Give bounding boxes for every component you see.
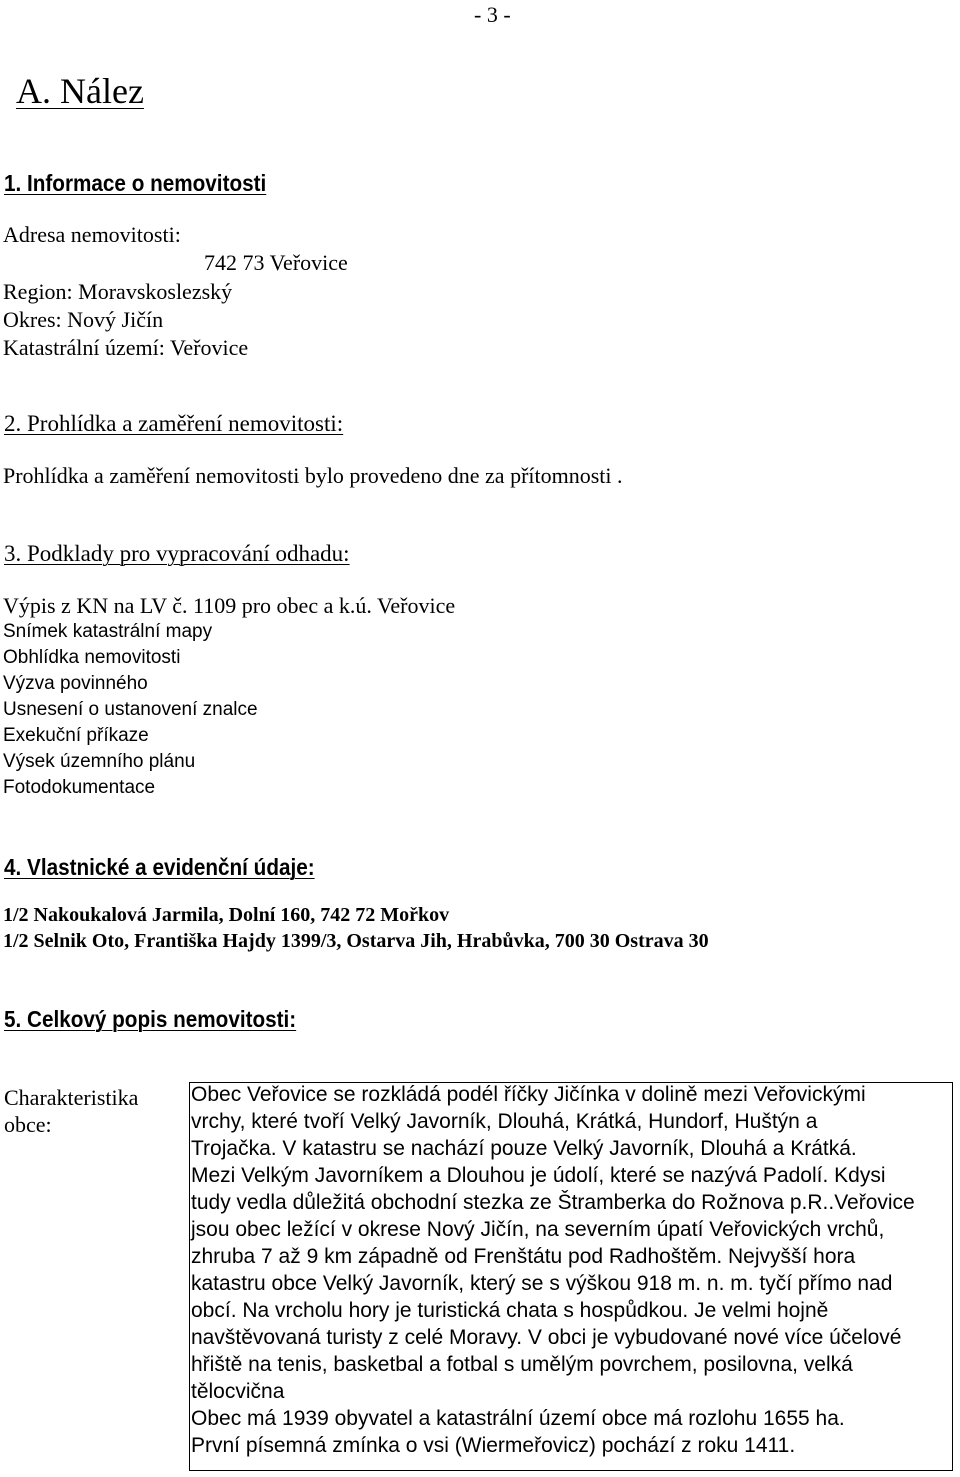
- okres: Okres: Nový Jičín: [3, 307, 164, 332]
- podklad-item: Snímek katastrální mapy: [3, 621, 213, 642]
- description-line: hřiště na tenis, basketbal a fotbal s umělým povrchem, posilovna, velká: [191, 1353, 853, 1376]
- page-number: - 3 -: [474, 2, 511, 27]
- podklad-item: Výzva povinného: [3, 673, 148, 694]
- podklad-item: Exekuční příkaze: [3, 725, 149, 746]
- description-line: katastru obce Velký Javorník, který se s výškou 918 m. n. m. tyčí přímo nad: [191, 1272, 893, 1295]
- description-line: navštěvovaná turisty z celé Moravy. V obci je vybudované nové více účelové: [191, 1326, 902, 1349]
- description-line: Trojačka. V katastru se nachází pouze Velký Javorník, Dlouhá a Krátká.: [191, 1137, 857, 1160]
- owner-row: 1/2 Nakoukalová Jarmila, Dolní 160, 742 72 Mořkov: [3, 904, 450, 926]
- podklad-item: Usnesení o ustanovení znalce: [3, 699, 258, 720]
- section2-heading: 2. Prohlídka a zaměření nemovitosti:: [4, 411, 344, 436]
- katastr: Katastrální území: Veřovice: [3, 335, 249, 360]
- description-line: Obec Veřovice se rozkládá podél říčky Jičínka v dolině mezi Veřovickými: [191, 1083, 866, 1106]
- section1-heading: 1. Informace o nemovitosti: [4, 170, 267, 196]
- description-line: obcí. Na vrcholu hory je turistická chata s hospůdkou. Je velmi hojně: [191, 1299, 829, 1322]
- section5-heading: 5. Celkový popis nemovitosti:: [4, 1006, 297, 1032]
- page-title: A. Nález: [16, 71, 144, 111]
- podklad-item: Výsek územního plánu: [3, 751, 196, 772]
- description-line: Mezi Velkým Javorníkem a Dlouhou je údolí, které se nazývá Padolí. Kdysi: [191, 1164, 886, 1187]
- description-line: První písemná zmínka o vsi (Wiermeřovicz) pochází z roku 1411.: [191, 1434, 796, 1457]
- podklad-item: Výpis z KN na LV č. 1109 pro obec a k.ú. Veřovice: [3, 593, 456, 618]
- region: Region: Moravskoslezský: [3, 279, 233, 304]
- description-line: jsou obec ležící v okrese Nový Jičín, na severním úpatí Veřovických vrchů,: [191, 1218, 885, 1241]
- owner-row: 1/2 Selnik Oto, Františka Hajdy 1399/3, Ostarva Jih, Hrabůvka, 700 30 Ostrava 30: [3, 930, 709, 952]
- description-line: zhruba 7 až 9 km západně od Frenštátu pod Radhoštěm. Nejvyšší hora: [191, 1245, 856, 1268]
- address-label: Adresa nemovitosti:: [3, 222, 181, 247]
- podklad-item: Fotodokumentace: [3, 777, 156, 798]
- section4-heading: 4. Vlastnické a evidenční údaje:: [4, 854, 315, 880]
- description-line: vrchy, které tvoří Velký Javorník, Dlouhá, Krátká, Hundorf, Huštýn a: [191, 1110, 818, 1133]
- description-line: tělocvična: [191, 1380, 285, 1403]
- inspection-text: Prohlídka a zaměření nemovitosti bylo provedeno dne za přítomnosti .: [3, 463, 623, 488]
- address-value: 742 73 Veřovice: [204, 250, 348, 275]
- description-line: Obec má 1939 obyvatel a katastrální území obce má rozlohu 1655 ha.: [191, 1407, 845, 1430]
- characteristics-label: Charakteristika obce:: [4, 1085, 139, 1137]
- section3-heading: 3. Podklady pro vypracování odhadu:: [4, 541, 350, 566]
- description-line: tudy vedla důležitá obchodní stezka ze Štramberka do Rožnova p.R..Veřovice: [191, 1191, 915, 1214]
- characteristics-box: [189, 1082, 953, 1471]
- podklad-item: Obhlídka nemovitosti: [3, 647, 181, 668]
